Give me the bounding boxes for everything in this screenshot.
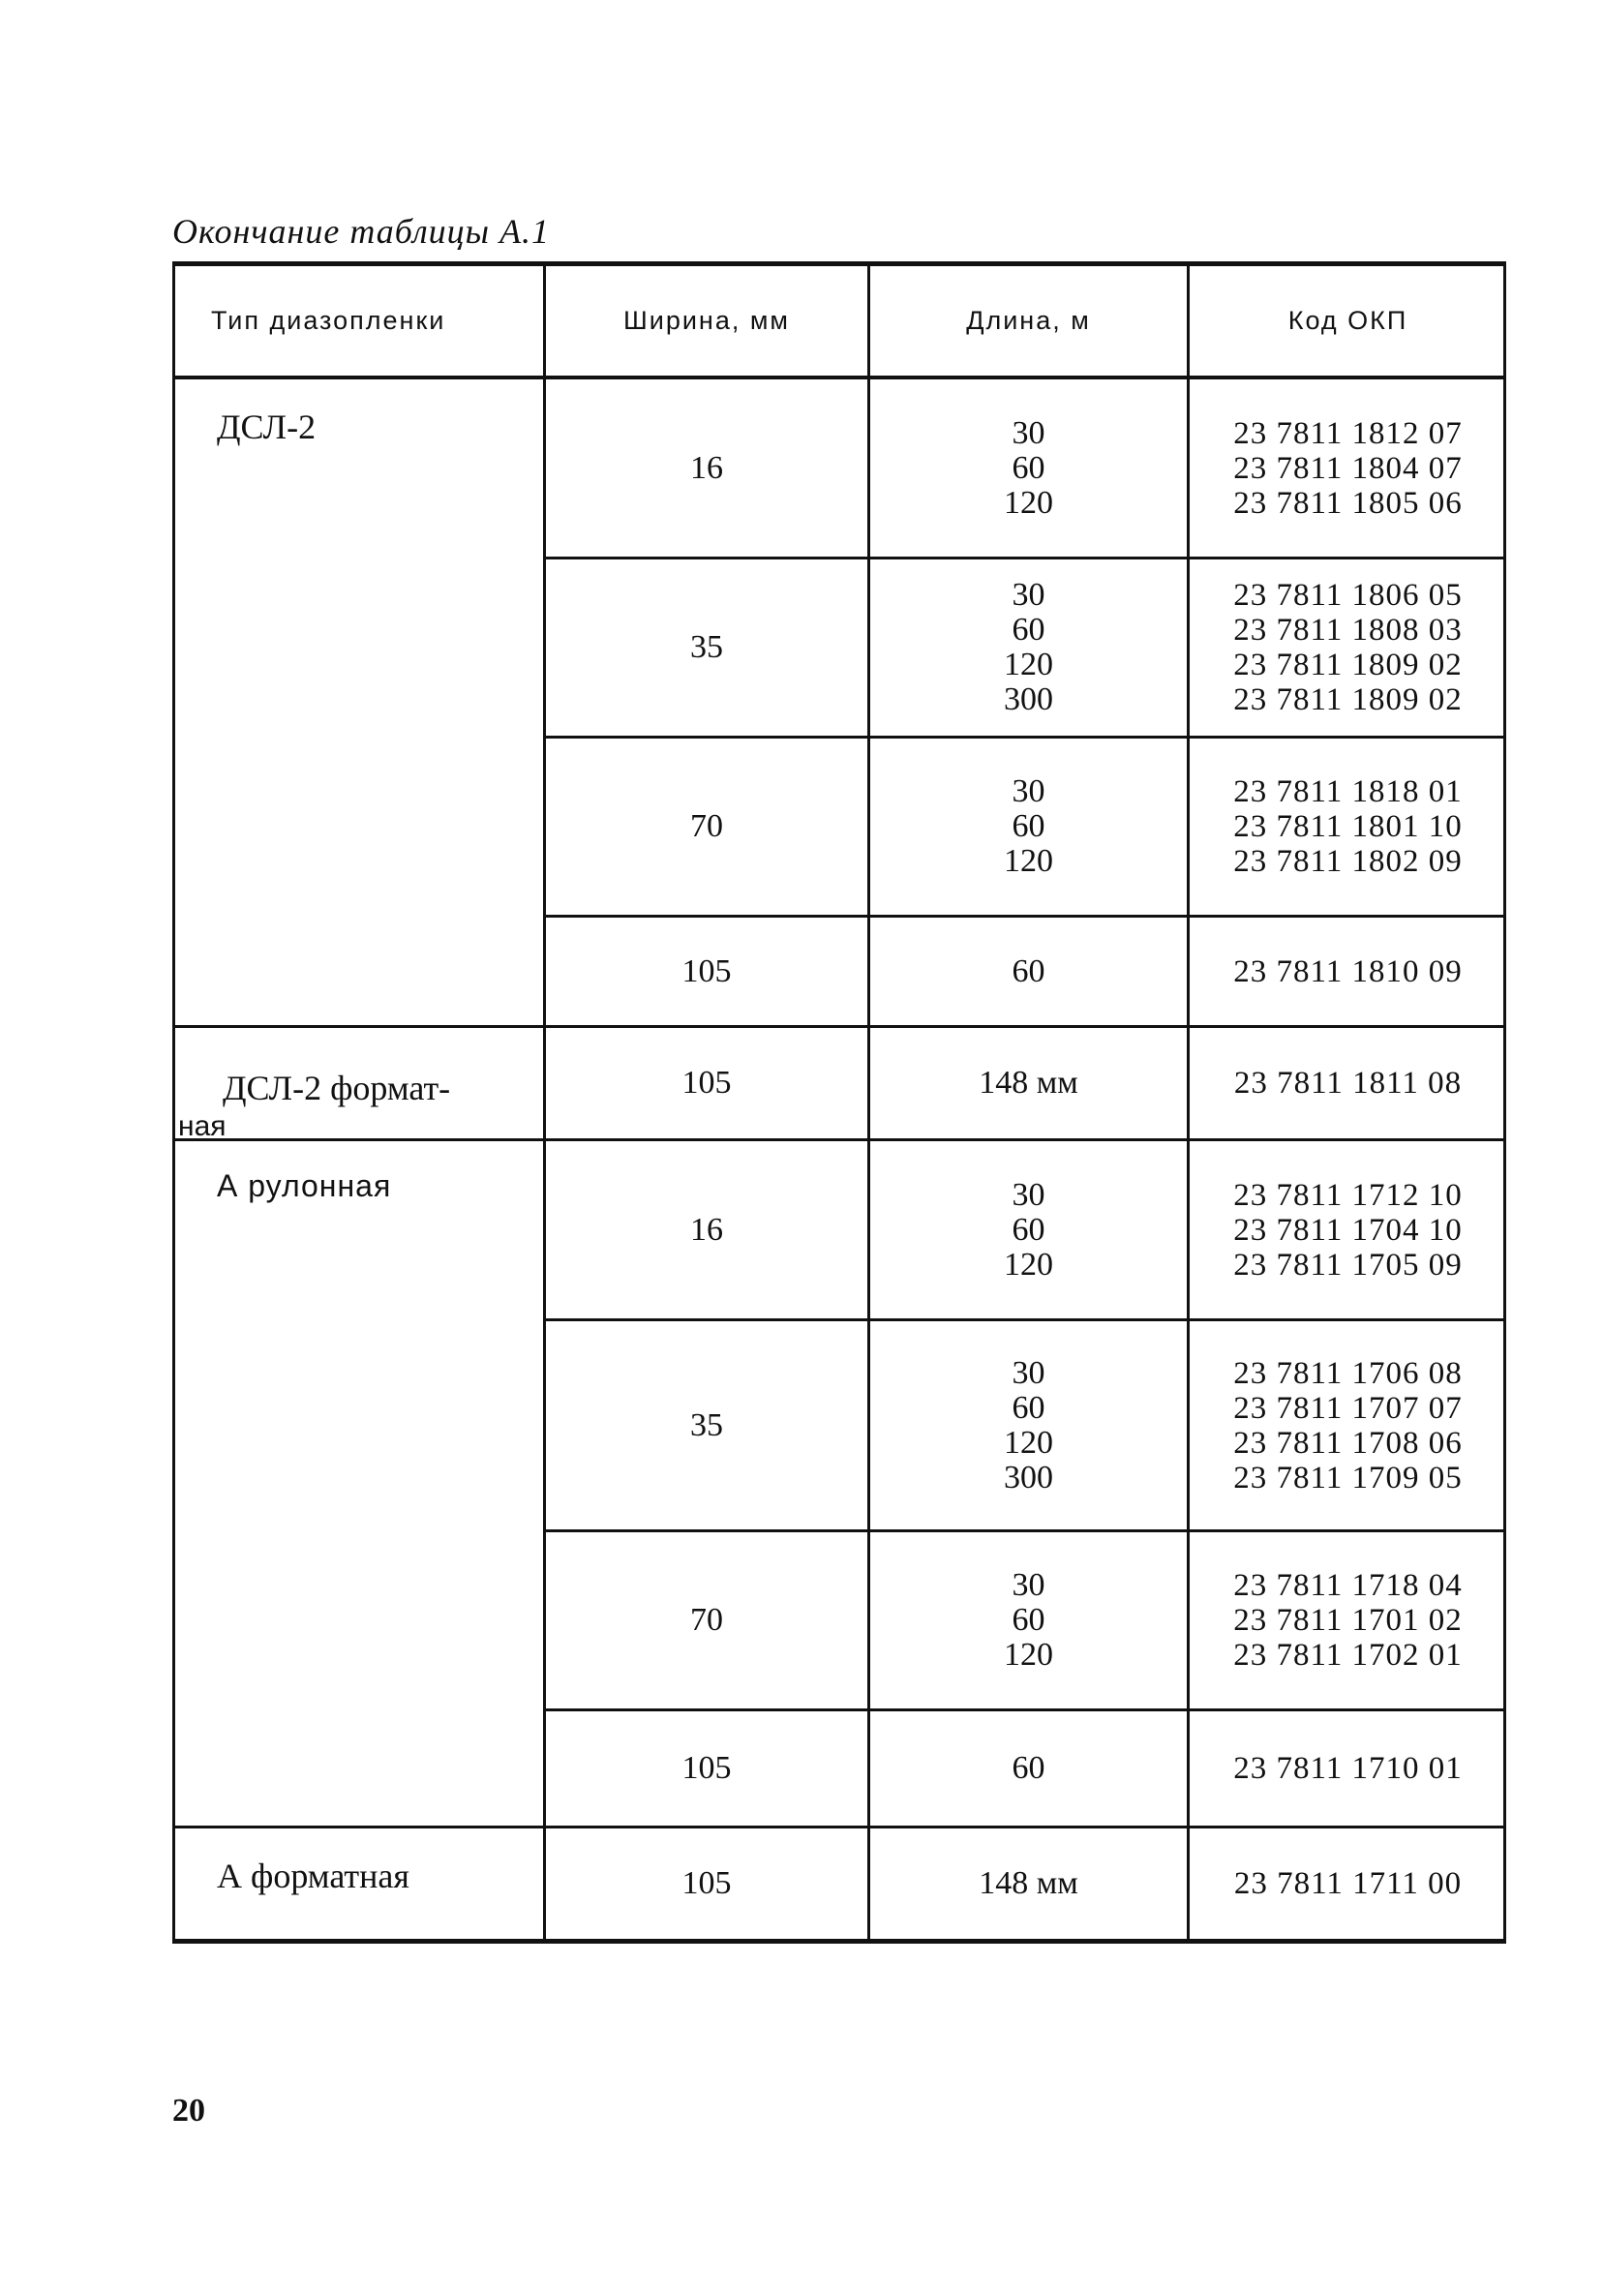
- okp-code: 23 7811 1811 08: [1233, 1066, 1463, 1101]
- length-value: 120: [1004, 1637, 1053, 1673]
- okp-code: 23 7811 1705 09: [1233, 1247, 1463, 1283]
- length-value: 120: [1004, 1424, 1053, 1461]
- table-row: [543, 1708, 1506, 1826]
- okp-code: 23 7811 1809 02: [1233, 682, 1463, 717]
- okp-code: 23 7811 1804 07: [1233, 450, 1463, 486]
- type-cell: [172, 1028, 543, 1142]
- table-row: [543, 1141, 1506, 1318]
- table-row: [543, 1028, 1506, 1138]
- header-length: Длина, м: [867, 266, 1187, 376]
- type-group: [172, 1141, 1506, 1828]
- okp-code: 23 7811 1701 02: [1233, 1603, 1463, 1638]
- okp-code: 23 7811 1806 05: [1233, 578, 1463, 613]
- length-value: 148 мм: [979, 1065, 1078, 1101]
- length-cell: [867, 918, 1187, 1025]
- table-row: [543, 379, 1506, 557]
- header-width: Ширина, мм: [543, 266, 867, 376]
- table-row: [543, 1529, 1506, 1708]
- okp-code: 23 7811 1711 00: [1233, 1866, 1463, 1901]
- okp-code: 23 7811 1709 05: [1233, 1460, 1463, 1495]
- length-value: 120: [1004, 843, 1053, 879]
- okp-code: 23 7811 1802 09: [1233, 844, 1463, 879]
- length-value: 60: [1012, 1750, 1045, 1786]
- okp-code: 23 7811 1801 10: [1233, 809, 1463, 844]
- length-value: 60: [1012, 1211, 1045, 1248]
- code-cell: [1187, 739, 1506, 915]
- okp-table: [172, 261, 1506, 1944]
- length-value: 300: [1004, 1459, 1053, 1495]
- length-cell: [867, 739, 1187, 915]
- code-cell: [1187, 1532, 1506, 1708]
- table-caption: Окончание таблицы А.1: [172, 212, 551, 251]
- header-type: Тип диазопленки: [211, 306, 446, 335]
- table-row: [543, 915, 1506, 1025]
- type-group: [172, 1828, 1506, 1939]
- table-row: [543, 1828, 1506, 1939]
- length-cell: [867, 1141, 1187, 1318]
- okp-code: 23 7811 1707 07: [1233, 1390, 1463, 1426]
- table-row: [543, 1318, 1506, 1529]
- length-value: 30: [1012, 577, 1045, 613]
- okp-code: 23 7811 1812 07: [1233, 415, 1463, 451]
- length-value: 30: [1012, 1176, 1045, 1213]
- width-cell: 105: [543, 1028, 867, 1138]
- table-row: [543, 736, 1506, 915]
- type-cell: [172, 379, 543, 1025]
- width-cell: 70: [543, 739, 867, 915]
- table-header-row: [172, 266, 1506, 379]
- width-cell: 16: [543, 1141, 867, 1318]
- length-cell: [867, 1532, 1187, 1708]
- okp-code: 23 7811 1706 08: [1233, 1355, 1463, 1391]
- code-cell: [1187, 1141, 1506, 1318]
- okp-code: 23 7811 1712 10: [1233, 1177, 1463, 1213]
- length-cell: [867, 1321, 1187, 1529]
- length-value: 30: [1012, 414, 1045, 451]
- length-cell: [867, 559, 1187, 736]
- code-cell: [1187, 379, 1506, 557]
- width-cell: 105: [543, 1828, 867, 1939]
- okp-code: 23 7811 1702 01: [1233, 1638, 1463, 1673]
- okp-code: 23 7811 1809 02: [1233, 648, 1463, 682]
- type-label: [217, 1856, 409, 1896]
- type-group: [172, 379, 1506, 1028]
- code-cell: [1187, 1711, 1506, 1826]
- okp-code: 23 7811 1718 04: [1233, 1568, 1463, 1603]
- length-cell: [867, 379, 1187, 557]
- length-value: 30: [1012, 1567, 1045, 1603]
- length-value: 120: [1004, 647, 1053, 682]
- length-cell: [867, 1711, 1187, 1826]
- okp-code: 23 7811 1708 06: [1233, 1425, 1463, 1461]
- length-value: 60: [1012, 1602, 1045, 1638]
- table-body: [172, 379, 1506, 1939]
- type-label: [217, 1168, 391, 1204]
- table-row: [543, 557, 1506, 736]
- code-cell: [1187, 1028, 1506, 1138]
- length-value: 60: [1012, 808, 1045, 844]
- type-label-line: ДСЛ-2 формат-: [223, 1069, 451, 1107]
- width-cell: 105: [543, 1711, 867, 1826]
- length-value: 120: [1004, 1246, 1053, 1283]
- okp-code: 23 7811 1710 01: [1233, 1751, 1463, 1786]
- okp-code: 23 7811 1704 10: [1233, 1212, 1463, 1248]
- length-cell: [867, 1828, 1187, 1939]
- code-cell: [1187, 918, 1506, 1025]
- type-label-line: ДСЛ-2: [217, 408, 317, 446]
- code-cell: [1187, 1321, 1506, 1529]
- okp-code: 23 7811 1805 06: [1233, 485, 1463, 521]
- length-cell: [867, 1028, 1187, 1138]
- type-label-line: А рулонная: [217, 1168, 392, 1203]
- length-value: 60: [1012, 449, 1045, 486]
- page-number: 20: [172, 2093, 205, 2129]
- type-cell: [172, 1828, 543, 1939]
- okp-code: 23 7811 1818 01: [1233, 774, 1463, 809]
- okp-code: 23 7811 1810 09: [1233, 953, 1463, 989]
- length-value: 60: [1012, 952, 1045, 989]
- width-cell: 16: [543, 379, 867, 557]
- length-value: 60: [1012, 612, 1045, 648]
- width-cell: 105: [543, 918, 867, 1025]
- code-cell: [1187, 1828, 1506, 1939]
- code-cell: [1187, 559, 1506, 736]
- width-cell: 70: [543, 1532, 867, 1708]
- type-label: [178, 1069, 451, 1146]
- type-cell: [172, 1141, 543, 1826]
- length-value: 148 мм: [979, 1865, 1078, 1901]
- length-value: 120: [1004, 484, 1053, 521]
- type-label-line-2: ная: [178, 1110, 227, 1142]
- length-value: 30: [1012, 773, 1045, 809]
- length-value: 30: [1012, 1354, 1045, 1391]
- length-value: 60: [1012, 1389, 1045, 1426]
- okp-code: 23 7811 1808 03: [1233, 613, 1463, 648]
- width-cell: 35: [543, 1321, 867, 1529]
- width-cell: 35: [543, 559, 867, 736]
- header-code: Код ОКП: [1187, 266, 1506, 376]
- type-label: [217, 407, 316, 447]
- type-label-line: А форматная: [217, 1857, 409, 1895]
- type-group: [172, 1028, 1506, 1141]
- length-value: 300: [1004, 681, 1053, 717]
